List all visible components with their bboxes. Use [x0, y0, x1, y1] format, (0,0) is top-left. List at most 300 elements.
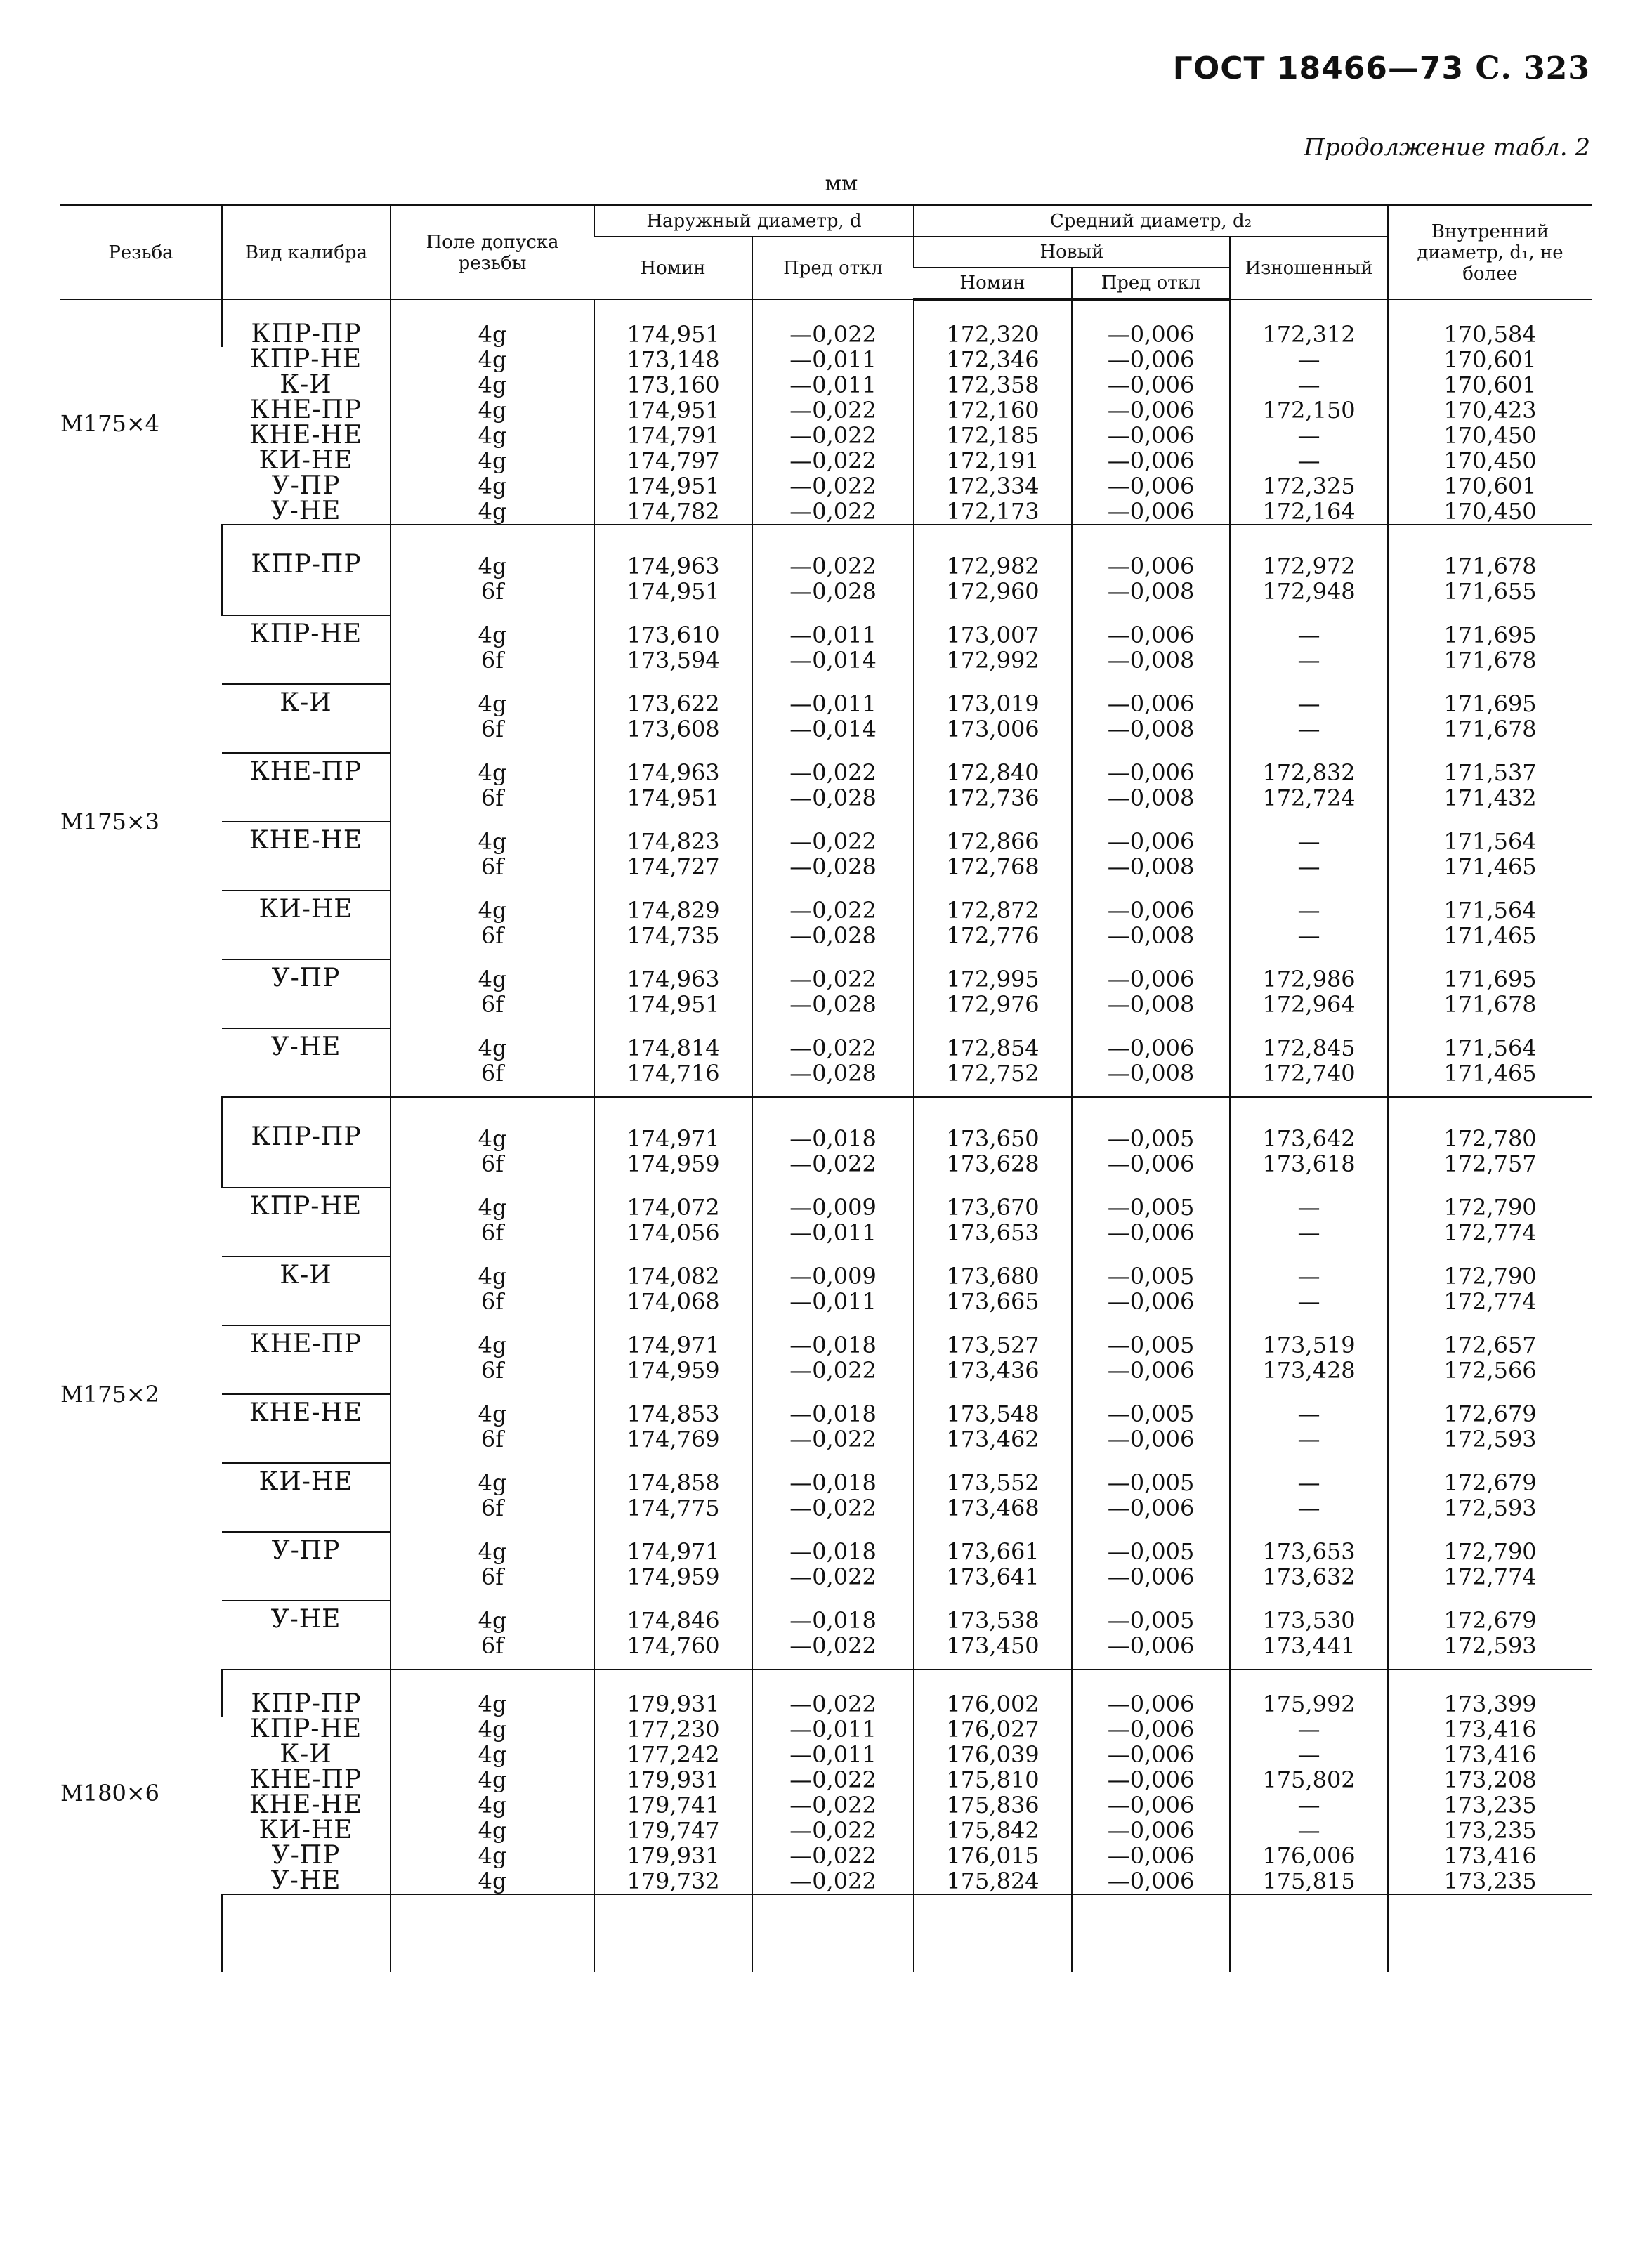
cell-value: 172,593	[1443, 1632, 1537, 1659]
inner-diameter-cell	[1388, 1028, 1592, 1097]
cell-value: 173,416	[1443, 1741, 1537, 1768]
cell-value: 174,963	[627, 759, 720, 786]
cell-value: 4g	[478, 422, 507, 449]
tolerance-cell	[391, 1818, 594, 1843]
cell-value: 173,594	[627, 647, 720, 674]
cell-value: 4g	[478, 1332, 507, 1358]
cell-value: 172,191	[946, 447, 1040, 474]
table-row	[60, 372, 1592, 398]
cell-value: 173,530	[1262, 1607, 1356, 1634]
tail-cell	[752, 1894, 914, 1972]
cell-value: 6f	[480, 647, 504, 674]
cell-value: 173,519	[1262, 1332, 1356, 1358]
pitch-deviation-cell	[1072, 372, 1230, 398]
cell-value: 6f	[480, 1563, 504, 1590]
outer-deviation-cell	[752, 448, 914, 473]
spacer-cell	[1388, 525, 1592, 546]
table-row	[60, 684, 1592, 753]
cell-value: 175,810	[946, 1766, 1040, 1793]
cell-value: 173,441	[1262, 1632, 1356, 1659]
cell-value: 173,680	[946, 1263, 1040, 1290]
gauge-type-cell: КПР-ПР	[222, 322, 391, 347]
inner-diameter-cell	[1388, 1532, 1592, 1601]
pitch-nominal-cell	[914, 1742, 1072, 1767]
outer-deviation-cell	[752, 1742, 914, 1767]
cell-value: —	[1297, 1219, 1320, 1246]
worn-cell	[1230, 448, 1388, 473]
worn-cell	[1230, 546, 1388, 615]
gauge-type-cell: КПР-НЕ	[249, 345, 362, 374]
cell-value: 173,235	[1443, 1792, 1537, 1818]
cell-value: 172,593	[1443, 1495, 1537, 1521]
cell-value: 171,564	[1443, 1035, 1537, 1061]
cell-value: —0,006	[1107, 897, 1195, 924]
spacer-cell	[752, 299, 914, 322]
cell-value: —0,006	[1107, 473, 1195, 499]
worn-cell	[1230, 684, 1388, 753]
cell-value: 174,951	[627, 321, 720, 348]
cell-value: 172,593	[1443, 1426, 1537, 1452]
outer-nominal-cell	[594, 1119, 752, 1188]
spacer-cell	[60, 525, 222, 546]
cell-value: 171,695	[1443, 966, 1537, 992]
inner-diameter-cell	[1388, 347, 1592, 372]
spacer-cell	[222, 1097, 391, 1119]
pitch-nominal-cell	[914, 1394, 1072, 1463]
tolerance-cell	[391, 822, 594, 891]
header-outer-nominal: Номин	[594, 237, 752, 299]
cell-value: 6f	[480, 785, 504, 811]
cell-value: 174,853	[627, 1401, 720, 1427]
cell-value: 171,655	[1443, 578, 1537, 605]
cell-value: —0,006	[1107, 1357, 1195, 1384]
tail-cell	[391, 1894, 594, 1972]
cell-value: 172,566	[1443, 1357, 1537, 1384]
cell-value: 171,695	[1443, 690, 1537, 717]
cell-value: 174,951	[627, 785, 720, 811]
table-header	[60, 205, 1592, 299]
spacer-cell	[594, 1097, 752, 1119]
outer-nominal-cell	[594, 753, 752, 822]
cell-value: 174,963	[627, 553, 720, 579]
worn-cell	[1230, 822, 1388, 891]
spacer-cell	[60, 299, 222, 322]
tolerance-cell	[391, 398, 594, 423]
spacer-cell	[1072, 1670, 1230, 1691]
thread-designation: M180×6	[60, 1779, 160, 1806]
pitch-nominal-cell	[914, 1843, 1072, 1868]
inner-diameter-cell	[1388, 448, 1592, 473]
pitch-nominal-cell	[914, 753, 1072, 822]
cell-value: 4g	[478, 1691, 507, 1717]
worn-cell	[1230, 1691, 1388, 1717]
pitch-nominal-cell	[914, 1119, 1072, 1188]
gauge-type-cell: КПР-НЕ	[222, 1188, 391, 1257]
cell-value: 174,056	[627, 1219, 720, 1246]
cell-value: —0,022	[789, 1868, 877, 1894]
cell-value: 170,584	[1443, 321, 1537, 348]
cell-value: —0,022	[789, 828, 877, 855]
table-row	[60, 1742, 1592, 1767]
cell-value: 4g	[478, 346, 507, 373]
cell-value: 6f	[480, 1060, 504, 1087]
cell-value: —0,011	[789, 1288, 877, 1315]
outer-deviation-cell	[752, 398, 914, 423]
cell-value: 4g	[478, 1125, 507, 1152]
cell-value: —0,006	[1107, 1868, 1195, 1894]
spacer-cell	[391, 1670, 594, 1691]
cell-value: 172,757	[1443, 1150, 1537, 1177]
cell-value: —0,018	[789, 1125, 877, 1152]
inner-diameter-cell	[1388, 1868, 1592, 1894]
cell-value: —	[1297, 853, 1320, 880]
pitch-deviation-cell	[1072, 1601, 1230, 1670]
cell-value: —0,028	[789, 1060, 877, 1087]
cell-value: 173,468	[946, 1495, 1040, 1521]
cell-value: —0,006	[1107, 346, 1195, 373]
cell-value: —0,006	[1107, 1495, 1195, 1521]
gauge-type-cell: У-НЕ	[222, 1028, 391, 1097]
tolerance-cell	[391, 1188, 594, 1257]
worn-cell	[1230, 499, 1388, 525]
page-number: С. 323	[1475, 51, 1590, 86]
cell-value: —0,006	[1107, 1563, 1195, 1590]
cell-value: 6f	[480, 1357, 504, 1384]
outer-nominal-cell	[594, 1188, 752, 1257]
cell-value: —0,005	[1107, 1194, 1195, 1221]
inner-diameter-cell	[1388, 959, 1592, 1028]
cell-value: —0,005	[1107, 1607, 1195, 1634]
cell-value: 171,465	[1443, 853, 1537, 880]
tolerance-cell	[391, 1325, 594, 1394]
page-header	[1173, 51, 1590, 86]
tolerance-cell	[391, 1394, 594, 1463]
cell-value: —0,005	[1107, 1538, 1195, 1565]
pitch-deviation-cell	[1072, 1257, 1230, 1325]
cell-value: 172,724	[1262, 785, 1356, 811]
cell-value: 170,450	[1443, 498, 1537, 525]
cell-value: 172,752	[946, 1060, 1040, 1087]
cell-value: 174,823	[627, 828, 720, 855]
pitch-deviation-cell	[1072, 1868, 1230, 1894]
cell-value: 174,971	[627, 1125, 720, 1152]
gauge-type-cell: КПР-НЕ	[222, 615, 391, 684]
cell-value: —0,018	[789, 1538, 877, 1565]
cell-value: 174,959	[627, 1563, 720, 1590]
cell-value: 6f	[480, 922, 504, 949]
cell-value: —0,011	[789, 1741, 877, 1768]
cell-value: 4g	[478, 498, 507, 525]
spacer-cell	[1072, 299, 1230, 322]
pitch-deviation-cell	[1072, 1119, 1230, 1188]
pitch-deviation-cell	[1072, 473, 1230, 499]
cell-value: 171,678	[1443, 716, 1537, 742]
outer-deviation-cell	[752, 615, 914, 684]
cell-value: 176,039	[946, 1741, 1040, 1768]
cell-value: 6f	[480, 1632, 504, 1659]
cell-value: —0,006	[1107, 1842, 1195, 1869]
table-row	[60, 1028, 1592, 1097]
tolerance-cell	[391, 1119, 594, 1188]
spacer-cell	[1230, 525, 1388, 546]
outer-nominal-cell	[594, 398, 752, 423]
cell-value: 172,160	[946, 397, 1040, 424]
cell-value: —0,018	[789, 1607, 877, 1634]
cell-value: 4g	[478, 473, 507, 499]
outer-nominal-cell	[594, 347, 752, 372]
table-row	[60, 1188, 1592, 1257]
cell-value: 174,951	[627, 991, 720, 1018]
pitch-deviation-cell	[1072, 1532, 1230, 1601]
cell-value: —0,006	[1107, 1426, 1195, 1452]
table-row	[60, 347, 1592, 372]
cell-value: —0,006	[1107, 1716, 1195, 1743]
cell-value: 173,527	[946, 1332, 1040, 1358]
tolerance-cell	[391, 1691, 594, 1717]
outer-deviation-cell	[752, 499, 914, 525]
cell-value: 171,564	[1443, 828, 1537, 855]
cell-value: —0,011	[789, 690, 877, 717]
spacer-cell	[391, 299, 594, 322]
cell-value: 176,027	[946, 1716, 1040, 1743]
inner-diameter-cell	[1388, 499, 1592, 525]
cell-value: 173,610	[627, 622, 720, 648]
pitch-deviation-cell	[1072, 448, 1230, 473]
pitch-deviation-cell	[1072, 423, 1230, 448]
pitch-deviation-cell	[1072, 1188, 1230, 1257]
gauge-type-cell: КПР-ПР	[222, 546, 391, 615]
cell-value: 174,769	[627, 1426, 720, 1452]
table-row	[60, 1767, 1592, 1792]
tolerance-cell	[391, 1742, 594, 1767]
outer-deviation-cell	[752, 1868, 914, 1894]
spacer-cell	[1072, 1097, 1230, 1119]
outer-deviation-cell	[752, 372, 914, 398]
cell-value: —0,022	[789, 1357, 877, 1384]
cell-value: —0,006	[1107, 1817, 1195, 1844]
cell-value: 173,641	[946, 1563, 1040, 1590]
spacer-cell	[1388, 1670, 1592, 1691]
cell-value: 170,601	[1443, 473, 1537, 499]
worn-cell	[1230, 1742, 1388, 1767]
worn-cell	[1230, 1394, 1388, 1463]
cell-value: 174,716	[627, 1060, 720, 1087]
gauge-type-cell: У-ПР	[222, 1532, 391, 1601]
cell-value: 175,815	[1262, 1868, 1356, 1894]
cell-value: —	[1297, 1401, 1320, 1427]
cell-value: —0,022	[789, 1495, 877, 1521]
cell-value: 4g	[478, 759, 507, 786]
worn-cell	[1230, 1325, 1388, 1394]
group-spacer	[60, 1097, 1592, 1119]
table-row	[60, 1691, 1592, 1717]
outer-nominal-cell	[594, 822, 752, 891]
pitch-deviation-cell	[1072, 753, 1230, 822]
cell-value: 4g	[478, 553, 507, 579]
cell-value: —0,028	[789, 853, 877, 880]
outer-deviation-cell	[752, 1843, 914, 1868]
inner-diameter-cell	[1388, 1742, 1592, 1767]
cell-value: 4g	[478, 372, 507, 398]
cell-value: 173,160	[627, 372, 720, 398]
cell-value: 179,747	[627, 1817, 720, 1844]
inner-diameter-cell	[1388, 822, 1592, 891]
cell-value: —0,008	[1107, 647, 1195, 674]
worn-cell	[1230, 1843, 1388, 1868]
cell-value: —0,022	[789, 897, 877, 924]
cell-value: 172,790	[1443, 1194, 1537, 1221]
header-worn: Изношенный	[1230, 237, 1388, 299]
cell-value: —0,028	[789, 991, 877, 1018]
cell-value: —0,008	[1107, 922, 1195, 949]
cell-value: 4g	[478, 622, 507, 648]
outer-nominal-cell	[594, 1325, 752, 1394]
cell-value: —0,008	[1107, 785, 1195, 811]
spacer-cell	[594, 299, 752, 322]
cell-value: —0,006	[1107, 422, 1195, 449]
cell-value: 174,814	[627, 1035, 720, 1061]
cell-value: —0,006	[1107, 1632, 1195, 1659]
cell-value: —0,022	[789, 1632, 877, 1659]
spacer-cell	[391, 1097, 594, 1119]
cell-value: —	[1297, 372, 1320, 398]
cell-value: —0,022	[789, 397, 877, 424]
worn-cell	[1230, 347, 1388, 372]
pitch-deviation-cell	[1072, 1767, 1230, 1792]
table-row	[60, 473, 1592, 499]
cell-value: —0,005	[1107, 1401, 1195, 1427]
cell-value: 172,995	[946, 966, 1040, 992]
pitch-nominal-cell	[914, 1532, 1072, 1601]
pitch-nominal-cell	[914, 398, 1072, 423]
spacer-cell	[1388, 299, 1592, 322]
outer-nominal-cell	[594, 372, 752, 398]
cell-value: —	[1297, 1741, 1320, 1768]
pitch-nominal-cell	[914, 499, 1072, 525]
cell-value: —0,022	[789, 1426, 877, 1452]
cell-value: —0,011	[789, 346, 877, 373]
pitch-deviation-cell	[1072, 891, 1230, 959]
cell-value: —0,006	[1107, 1741, 1195, 1768]
pitch-deviation-cell	[1072, 1028, 1230, 1097]
cell-value: 172,866	[946, 828, 1040, 855]
cell-value: 6f	[480, 853, 504, 880]
table-row	[60, 891, 1592, 959]
cell-value: —	[1297, 1426, 1320, 1452]
tail-cell	[1072, 1894, 1230, 1972]
outer-nominal-cell	[594, 1257, 752, 1325]
cell-value: —0,008	[1107, 1060, 1195, 1087]
spacer-cell	[60, 1670, 222, 1691]
inner-diameter-cell	[1388, 1818, 1592, 1843]
cell-value: 179,741	[627, 1792, 720, 1818]
cell-value: —	[1297, 447, 1320, 474]
outer-nominal-cell	[594, 499, 752, 525]
spacer-cell	[60, 1097, 222, 1119]
cell-value: 174,951	[627, 578, 720, 605]
cell-value: 176,015	[946, 1842, 1040, 1869]
cell-value: —0,018	[789, 1469, 877, 1496]
cell-value: 172,986	[1262, 966, 1356, 992]
cell-value: 174,971	[627, 1332, 720, 1358]
cell-value: 174,775	[627, 1495, 720, 1521]
cell-value: 172,776	[946, 922, 1040, 949]
pitch-deviation-cell	[1072, 546, 1230, 615]
header-outer-diameter: Наружный диаметр, d	[594, 205, 914, 237]
outer-nominal-cell	[594, 1767, 752, 1792]
tolerance-cell	[391, 1792, 594, 1818]
cell-value: 170,423	[1443, 397, 1537, 424]
gauge-type-cell: КНЕ-ПР	[249, 395, 362, 424]
worn-cell	[1230, 1463, 1388, 1532]
cell-value: —0,022	[789, 422, 877, 449]
cell-value: 4g	[478, 447, 507, 474]
cell-value: —0,011	[789, 622, 877, 648]
gauge-type-cell: КНЕ-НЕ	[249, 421, 363, 450]
tolerance-cell	[391, 448, 594, 473]
cell-value: 173,208	[1443, 1766, 1537, 1793]
outer-deviation-cell	[752, 1325, 914, 1394]
cell-value: 173,661	[946, 1538, 1040, 1565]
cell-value: —0,022	[789, 966, 877, 992]
cell-value: —0,022	[789, 1817, 877, 1844]
spacer-cell	[1230, 1097, 1388, 1119]
tolerance-cell	[391, 1843, 594, 1868]
cell-value: 6f	[480, 991, 504, 1018]
cell-value: 173,019	[946, 690, 1040, 717]
gauge-type-cell: К-И	[222, 684, 391, 753]
cell-value: 175,992	[1262, 1691, 1356, 1717]
cell-value: —0,006	[1107, 622, 1195, 648]
pitch-deviation-cell	[1072, 1818, 1230, 1843]
tolerance-cell	[391, 1532, 594, 1601]
inner-diameter-cell	[1388, 1792, 1592, 1818]
worn-cell	[1230, 398, 1388, 423]
cell-value: —0,022	[789, 321, 877, 348]
spacer-cell	[752, 1097, 914, 1119]
inner-diameter-cell	[1388, 1188, 1592, 1257]
pitch-nominal-cell	[914, 372, 1072, 398]
inner-diameter-cell	[1388, 1717, 1592, 1742]
gauge-type-cell: У-ПР	[271, 1841, 341, 1870]
cell-value: 4g	[478, 1766, 507, 1793]
cell-value: 171,678	[1443, 647, 1537, 674]
table-row	[60, 1818, 1592, 1843]
cell-value: 6f	[480, 1288, 504, 1315]
pitch-deviation-cell	[1072, 684, 1230, 753]
cell-value: —0,022	[789, 1691, 877, 1717]
cell-value: —	[1297, 1792, 1320, 1818]
pitch-nominal-cell	[914, 684, 1072, 753]
table-row	[60, 1868, 1592, 1894]
cell-value: 4g	[478, 897, 507, 924]
outer-deviation-cell	[752, 822, 914, 891]
table-row	[60, 1463, 1592, 1532]
table-row	[60, 1257, 1592, 1325]
cell-value: —	[1297, 1469, 1320, 1496]
worn-cell	[1230, 1028, 1388, 1097]
gauge-type-cell: К-И	[280, 370, 332, 399]
cell-value: —0,022	[789, 1035, 877, 1061]
cell-value: 171,678	[1443, 553, 1537, 579]
tolerance-cell	[391, 684, 594, 753]
cell-value: —	[1297, 1817, 1320, 1844]
standard-number: ГОСТ 18466—73	[1172, 51, 1464, 86]
outer-deviation-cell	[752, 423, 914, 448]
table-row	[60, 499, 1592, 525]
gauge-type-cell: У-НЕ	[222, 499, 391, 525]
cell-value: —	[1297, 422, 1320, 449]
